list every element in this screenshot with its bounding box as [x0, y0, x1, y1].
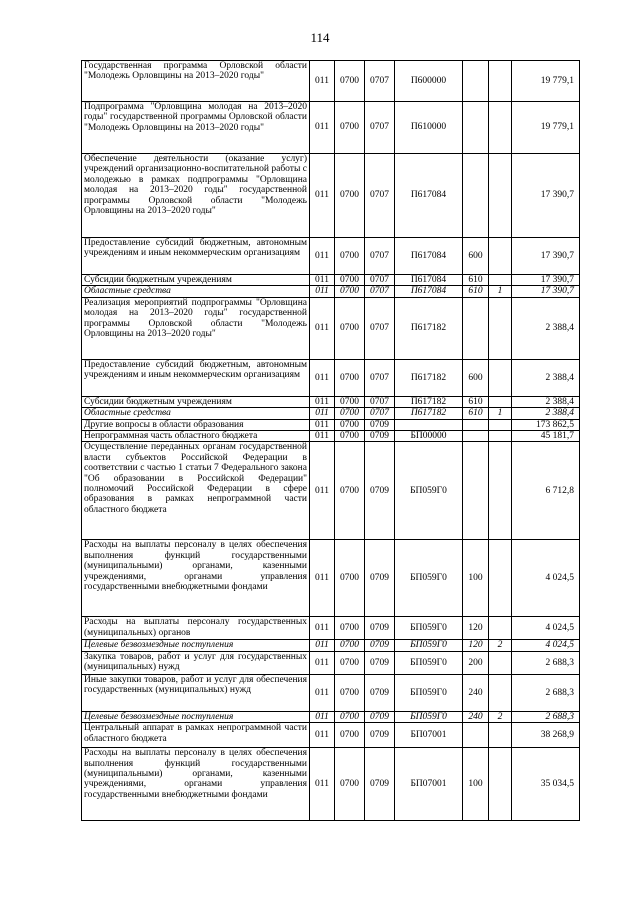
budget-table	[81, 60, 580, 821]
table-row	[82, 102, 580, 154]
funding-source-cell	[489, 748, 512, 821]
funding-source-cell	[489, 154, 512, 238]
target-article-cell: БП059Г0	[395, 651, 463, 674]
subsection-code-cell: 0709	[365, 442, 395, 540]
row-name-cell: Закупка товаров, работ и услуг для государственных (муниципальных) нужд	[82, 651, 310, 674]
section-code-cell: 0700	[335, 711, 365, 722]
section-code-cell: 0700	[335, 674, 365, 711]
target-article-cell: П617084	[395, 238, 463, 275]
amount-cell: 17 390,7	[512, 238, 580, 275]
amount-cell: 19 779,1	[512, 61, 580, 102]
ministry-code-cell: 011	[310, 275, 335, 286]
table-body	[82, 61, 580, 821]
table-row	[82, 640, 580, 651]
row-name-cell: Расходы на выплаты персоналу государственных (муниципальных) органов	[82, 617, 310, 640]
amount-cell: 2 388,4	[512, 297, 580, 359]
target-article-cell: БП059Г0	[395, 674, 463, 711]
funding-source-cell	[489, 674, 512, 711]
ministry-code-cell: 011	[310, 154, 335, 238]
section-code-cell: 0700	[335, 617, 365, 640]
target-article-cell: П600000	[395, 61, 463, 102]
funding-source-cell	[489, 297, 512, 359]
ministry-code-cell: 011	[310, 286, 335, 297]
funding-source-cell	[489, 442, 512, 540]
target-article-cell: БП059Г0	[395, 640, 463, 651]
target-article-cell: П617182	[395, 396, 463, 407]
section-code-cell: 0700	[335, 748, 365, 821]
row-name-cell: Целевые безвозмездные поступления	[82, 711, 310, 722]
funding-source-cell	[489, 540, 512, 617]
table-row	[82, 442, 580, 540]
table-row	[82, 540, 580, 617]
target-article-cell: БП059Г0	[395, 540, 463, 617]
subsection-code-cell: 0707	[365, 61, 395, 102]
table-row	[82, 297, 580, 359]
expense-type-cell	[463, 723, 489, 748]
section-code-cell: 0700	[335, 102, 365, 154]
subsection-code-cell: 0707	[365, 286, 395, 297]
section-code-cell: 0700	[335, 640, 365, 651]
subsection-code-cell: 0709	[365, 617, 395, 640]
ministry-code-cell: 011	[310, 640, 335, 651]
subsection-code-cell: 0709	[365, 723, 395, 748]
section-code-cell: 0700	[335, 431, 365, 442]
funding-source-cell	[489, 275, 512, 286]
funding-source-cell	[489, 61, 512, 102]
expense-type-cell: 610	[463, 275, 489, 286]
amount-cell: 2 688,3	[512, 651, 580, 674]
table-row	[82, 651, 580, 674]
row-name-cell: Осуществление переданных органам государственной власти субъектов Российской Федерации в соответствии с частью 1 статьи 7 Федерального закона "Об образовании в Российской Федерации" полномочий Российской Федерации в сфере образования в рамках непрограммной части областного бюджета	[82, 442, 310, 540]
subsection-code-cell: 0707	[365, 408, 395, 419]
table-row	[82, 275, 580, 286]
funding-source-cell	[489, 396, 512, 407]
ministry-code-cell: 011	[310, 359, 335, 396]
row-name-cell: Непрограммная часть областного бюджета	[82, 431, 310, 442]
subsection-code-cell: 0709	[365, 540, 395, 617]
table-row	[82, 154, 580, 238]
funding-source-cell	[489, 431, 512, 442]
expense-type-cell: 120	[463, 617, 489, 640]
ministry-code-cell: 011	[310, 711, 335, 722]
table-row	[82, 711, 580, 722]
row-name-cell: Субсидии бюджетным учреждениям	[82, 396, 310, 407]
section-code-cell: 0700	[335, 238, 365, 275]
funding-source-cell	[489, 238, 512, 275]
table-row	[82, 748, 580, 821]
row-name-cell: Обеспечение деятельности (оказание услуг) учреждений организационно-воспитательной работы с молодежью в рамках подпрограммы "Орловщина молодая на 2013–2020 годы" государственной программы Орловской области "Молодежь Орловщины на 2013–2020 годы"	[82, 154, 310, 238]
ministry-code-cell: 011	[310, 431, 335, 442]
target-article-cell: БП00000	[395, 431, 463, 442]
funding-source-cell	[489, 651, 512, 674]
funding-source-cell: 2	[489, 711, 512, 722]
amount-cell: 17 390,7	[512, 286, 580, 297]
row-name-cell: Иные закупки товаров, работ и услуг для обеспечения государственных (муниципальных) нужд	[82, 674, 310, 711]
ministry-code-cell: 011	[310, 617, 335, 640]
expense-type-cell: 100	[463, 748, 489, 821]
subsection-code-cell: 0709	[365, 748, 395, 821]
subsection-code-cell: 0707	[365, 102, 395, 154]
table-row	[82, 286, 580, 297]
amount-cell: 19 779,1	[512, 102, 580, 154]
subsection-code-cell: 0707	[365, 297, 395, 359]
target-article-cell: П617182	[395, 297, 463, 359]
row-name-cell: Субсидии бюджетным учреждениям	[82, 275, 310, 286]
section-code-cell: 0700	[335, 154, 365, 238]
ministry-code-cell: 011	[310, 540, 335, 617]
amount-cell: 2 688,3	[512, 674, 580, 711]
row-name-cell: Другие вопросы в области образования	[82, 419, 310, 430]
target-article-cell: П617084	[395, 286, 463, 297]
subsection-code-cell: 0707	[365, 238, 395, 275]
target-article-cell: П617182	[395, 408, 463, 419]
expense-type-cell	[463, 431, 489, 442]
expense-type-cell: 200	[463, 651, 489, 674]
ministry-code-cell: 011	[310, 238, 335, 275]
section-code-cell: 0700	[335, 723, 365, 748]
ministry-code-cell: 011	[310, 651, 335, 674]
ministry-code-cell: 011	[310, 297, 335, 359]
amount-cell: 2 388,4	[512, 396, 580, 407]
amount-cell: 2 388,4	[512, 359, 580, 396]
section-code-cell: 0700	[335, 275, 365, 286]
target-article-cell: П617084	[395, 275, 463, 286]
amount-cell: 35 034,5	[512, 748, 580, 821]
subsection-code-cell: 0709	[365, 640, 395, 651]
row-name-cell: Расходы на выплаты персоналу в целях обеспечения выполнения функций государственными (муниципальными) органами, казенными учреждениями, органами управления государственными внебюджетными фондами	[82, 748, 310, 821]
section-code-cell: 0700	[335, 540, 365, 617]
expense-type-cell: 610	[463, 396, 489, 407]
section-code-cell: 0700	[335, 419, 365, 430]
expense-type-cell: 240	[463, 711, 489, 722]
amount-cell: 38 268,9	[512, 723, 580, 748]
amount-cell: 173 862,5	[512, 419, 580, 430]
row-name-cell: Областные средства	[82, 408, 310, 419]
target-article-cell: БП059Г0	[395, 711, 463, 722]
expense-type-cell	[463, 61, 489, 102]
amount-cell: 45 181,7	[512, 431, 580, 442]
ministry-code-cell: 011	[310, 674, 335, 711]
expense-type-cell: 100	[463, 540, 489, 617]
subsection-code-cell: 0709	[365, 651, 395, 674]
expense-type-cell	[463, 297, 489, 359]
row-name-cell: Целевые безвозмездные поступления	[82, 640, 310, 651]
ministry-code-cell: 011	[310, 442, 335, 540]
subsection-code-cell: 0707	[365, 359, 395, 396]
ministry-code-cell: 011	[310, 408, 335, 419]
table-row	[82, 617, 580, 640]
amount-cell: 4 024,5	[512, 640, 580, 651]
amount-cell: 6 712,8	[512, 442, 580, 540]
table-row	[82, 674, 580, 711]
table-row	[82, 408, 580, 419]
expense-type-cell	[463, 419, 489, 430]
row-name-cell: Расходы на выплаты персоналу в целях обеспечения выполнения функций государственными (муниципальными) органами, казенными учреждениями, органами управления государственными внебюджетными фондами	[82, 540, 310, 617]
funding-source-cell: 2	[489, 640, 512, 651]
section-code-cell: 0700	[335, 408, 365, 419]
target-article-cell	[395, 419, 463, 430]
amount-cell: 2 388,4	[512, 408, 580, 419]
funding-source-cell: 1	[489, 286, 512, 297]
target-article-cell: П610000	[395, 102, 463, 154]
ministry-code-cell: 011	[310, 61, 335, 102]
funding-source-cell: 1	[489, 408, 512, 419]
target-article-cell: П617182	[395, 359, 463, 396]
ministry-code-cell: 011	[310, 723, 335, 748]
section-code-cell: 0700	[335, 286, 365, 297]
section-code-cell: 0700	[335, 396, 365, 407]
amount-cell: 17 390,7	[512, 154, 580, 238]
page-number: 114	[310, 30, 330, 45]
subsection-code-cell: 0707	[365, 154, 395, 238]
amount-cell: 4 024,5	[512, 617, 580, 640]
target-article-cell: БП07001	[395, 723, 463, 748]
funding-source-cell	[489, 359, 512, 396]
section-code-cell: 0700	[335, 61, 365, 102]
table-row	[82, 431, 580, 442]
ministry-code-cell: 011	[310, 102, 335, 154]
ministry-code-cell: 011	[310, 419, 335, 430]
amount-cell: 2 688,3	[512, 711, 580, 722]
funding-source-cell	[489, 102, 512, 154]
table-row	[82, 61, 580, 102]
target-article-cell: БП059Г0	[395, 617, 463, 640]
table-row	[82, 723, 580, 748]
target-article-cell: БП059Г0	[395, 442, 463, 540]
expense-type-cell	[463, 102, 489, 154]
subsection-code-cell: 0709	[365, 419, 395, 430]
subsection-code-cell: 0709	[365, 431, 395, 442]
target-article-cell: П617084	[395, 154, 463, 238]
table-row	[82, 419, 580, 430]
section-code-cell: 0700	[335, 651, 365, 674]
expense-type-cell	[463, 442, 489, 540]
ministry-code-cell: 011	[310, 748, 335, 821]
funding-source-cell	[489, 419, 512, 430]
expense-type-cell: 600	[463, 238, 489, 275]
row-name-cell: Предоставление субсидий бюджетным, автономным учреждениям и иным некоммерческим организациям	[82, 238, 310, 275]
subsection-code-cell: 0709	[365, 711, 395, 722]
row-name-cell: Государственная программа Орловской области "Молодежь Орловщины на 2013–2020 годы"	[82, 61, 310, 102]
expense-type-cell	[463, 154, 489, 238]
funding-source-cell	[489, 723, 512, 748]
subsection-code-cell: 0709	[365, 674, 395, 711]
row-name-cell: Областные средства	[82, 286, 310, 297]
funding-source-cell	[489, 617, 512, 640]
table-row	[82, 396, 580, 407]
subsection-code-cell: 0707	[365, 396, 395, 407]
ministry-code-cell: 011	[310, 396, 335, 407]
expense-type-cell: 120	[463, 640, 489, 651]
table-row	[82, 359, 580, 396]
section-code-cell: 0700	[335, 359, 365, 396]
section-code-cell: 0700	[335, 297, 365, 359]
expense-type-cell: 600	[463, 359, 489, 396]
expense-type-cell: 610	[463, 286, 489, 297]
row-name-cell: Центральный аппарат в рамках непрограммной части областного бюджета	[82, 723, 310, 748]
subsection-code-cell: 0707	[365, 275, 395, 286]
expense-type-cell: 610	[463, 408, 489, 419]
amount-cell: 17 390,7	[512, 275, 580, 286]
row-name-cell: Предоставление субсидий бюджетным, автономным учреждениям и иным некоммерческим организациям	[82, 359, 310, 396]
row-name-cell: Подпрограмма "Орловщина молодая на 2013–2020 годы" государственной программы Орловской области "Молодежь Орловщины на 2013–2020 годы"	[82, 102, 310, 154]
target-article-cell: БП07001	[395, 748, 463, 821]
row-name-cell: Реализация мероприятий подпрограммы "Орловщина молодая на 2013–2020 годы" государственной программы Орловской области "Молодежь Орловщины на 2013–2020 годы"	[82, 297, 310, 359]
amount-cell: 4 024,5	[512, 540, 580, 617]
expense-type-cell: 240	[463, 674, 489, 711]
table-row	[82, 238, 580, 275]
section-code-cell: 0700	[335, 442, 365, 540]
